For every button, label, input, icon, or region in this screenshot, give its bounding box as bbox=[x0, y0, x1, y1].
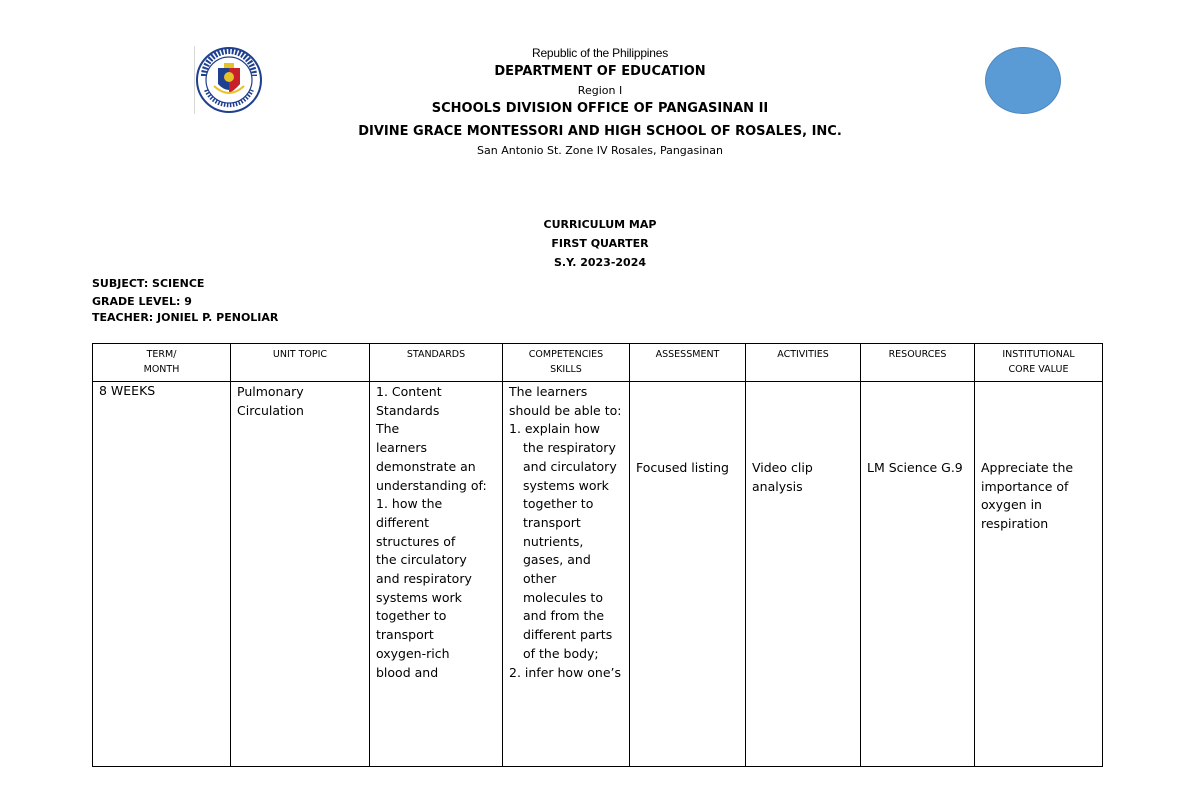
document-title: CURRICULUM MAP bbox=[543, 218, 657, 231]
grade-level-label: GRADE LEVEL: 9 bbox=[92, 295, 192, 308]
school-name-heading: DIVINE GRACE MONTESSORI AND HIGH SCHOOL OF ROSALES, INC. bbox=[358, 124, 842, 139]
header-core-value: INSTITUTIONAL CORE VALUE bbox=[975, 344, 1103, 382]
header-unit-topic: UNIT TOPIC bbox=[231, 344, 370, 382]
cell-standards: 1. Content Standards The learners demonstrate an understanding of: 1. how the different structures of the circulatory and respiratory systems work together to transport oxygen-rich blood and bbox=[370, 382, 503, 767]
republic-heading: Republic of the Philippines bbox=[531, 46, 669, 60]
cell-competencies bbox=[503, 382, 630, 767]
table-header-row bbox=[93, 344, 1103, 382]
competency-item: 2. infer how one’s bbox=[509, 664, 622, 680]
cell-resources: LM Science G.9 bbox=[861, 382, 975, 767]
header-resources: RESOURCES bbox=[861, 344, 975, 382]
header-assessment: ASSESSMENT bbox=[630, 344, 746, 382]
school-year-label: S.Y. 2023-2024 bbox=[553, 256, 647, 269]
quarter-label: FIRST QUARTER bbox=[551, 237, 649, 250]
cell-assessment: Focused listing bbox=[630, 382, 746, 767]
competencies-lead: The learners should be able to: bbox=[509, 384, 622, 418]
school-address: San Antonio St. Zone IV Rosales, Pangasinan bbox=[477, 144, 723, 157]
competency-item: 1. explain how the respiratory and circulatory systems work together to transport nutrients, gases, and other molecules to and from the different parts of the body; bbox=[509, 421, 617, 661]
header-standards: STANDARDS bbox=[370, 344, 503, 382]
cell-unit-topic: Pulmonary Circulation bbox=[231, 382, 370, 767]
department-heading: DEPARTMENT OF EDUCATION bbox=[494, 64, 706, 79]
cell-core-value: Appreciate the importance of oxygen in respiration bbox=[975, 382, 1103, 767]
header-term-month: TERM/ MONTH bbox=[93, 344, 231, 382]
region-heading: Region I bbox=[577, 84, 623, 97]
subject-label: SUBJECT: SCIENCE bbox=[92, 277, 205, 290]
cell-activities: Video clip analysis bbox=[746, 382, 861, 767]
curriculum-map-table bbox=[92, 343, 1103, 767]
teacher-label: TEACHER: JONIEL P. PENOLIAR bbox=[92, 311, 279, 324]
cell-term: 8 WEEKS bbox=[93, 382, 231, 767]
header-activities: ACTIVITIES bbox=[746, 344, 861, 382]
table-row bbox=[93, 382, 1103, 767]
header-competencies-skills: COMPETENCIES SKILLS bbox=[503, 344, 630, 382]
division-heading: SCHOOLS DIVISION OFFICE OF PANGASINAN II bbox=[431, 101, 769, 116]
